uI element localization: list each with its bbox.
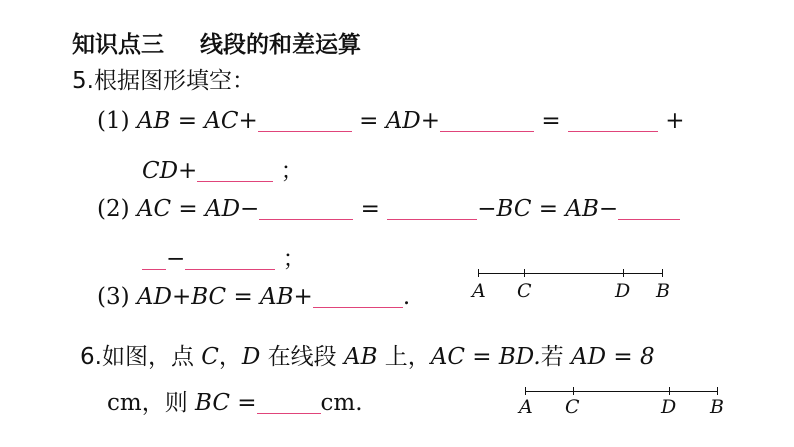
problem-6-text-a: 如图，点: [101, 344, 194, 370]
answer-blank[interactable]: [258, 130, 352, 132]
problem-6-question: [107, 384, 363, 417]
problem-5-number: 5.: [72, 68, 94, 94]
point-c-tick: [524, 269, 525, 277]
part-3-number: (3): [97, 284, 130, 310]
part-2-expr-b: =: [360, 196, 380, 222]
part-1-expr-d: +: [665, 108, 685, 134]
label-d: D: [615, 280, 631, 302]
problem-5-part-3: [97, 284, 410, 310]
problem-5-text: 根据图形填空：: [93, 68, 255, 94]
problem-6-sep: ，: [218, 344, 242, 370]
answer-blank[interactable]: [387, 218, 477, 220]
problem-6-end: cm.: [320, 390, 363, 416]
point-c-tick: [573, 387, 574, 395]
problem-6-number: 6.: [80, 344, 102, 370]
answer-blank[interactable]: [185, 268, 275, 270]
part-3-end: .: [402, 284, 411, 310]
section-heading: [72, 26, 361, 59]
part-2-number: (2): [97, 196, 130, 222]
answer-blank[interactable]: [197, 180, 273, 182]
problem-6-bc: BC =: [195, 390, 257, 416]
part-2-end: ；: [282, 246, 306, 272]
label-c: C: [517, 280, 532, 302]
point-b-tick: [717, 387, 718, 395]
part-1-end: ；: [280, 158, 304, 184]
label-d: D: [661, 396, 677, 418]
problem-5-part-2-cont: [142, 240, 306, 273]
answer-blank[interactable]: [440, 130, 534, 132]
segment-line: [478, 273, 662, 274]
label-c: C: [565, 396, 580, 418]
part-1-number: (1): [97, 108, 130, 134]
problem-6-point-d: D: [241, 344, 261, 370]
problem-6-stem: [80, 338, 655, 371]
problem-5-segment-figure: [472, 266, 678, 306]
label-a: A: [472, 280, 486, 302]
part-1-expr-e: CD+: [142, 158, 198, 184]
problem-5-part-1: [97, 108, 685, 134]
answer-blank[interactable]: [313, 306, 403, 308]
problem-5-part-2: [97, 196, 680, 222]
part-1-expr-a: AB = AC+: [136, 108, 258, 134]
problem-6-point-c: C: [201, 344, 219, 370]
answer-blank[interactable]: [568, 130, 658, 132]
problem-6-segment-figure: [519, 384, 735, 424]
answer-blank[interactable]: [618, 218, 680, 220]
point-d-tick: [669, 387, 670, 395]
answer-blank[interactable]: [257, 412, 321, 414]
part-2-expr-d: −: [166, 246, 186, 272]
problem-6-segment-ab: AB: [343, 344, 378, 370]
part-2-expr-c: −BC = AB−: [477, 196, 619, 222]
point-a-tick: [525, 387, 526, 395]
point-d-tick: [623, 269, 624, 277]
point-b-tick: [662, 269, 663, 277]
part-2-expr-a: AC = AD−: [136, 196, 260, 222]
problem-6-if: 若: [540, 344, 564, 370]
label-b: B: [710, 396, 724, 418]
part-3-expr-a: AD+BC = AB+: [136, 284, 313, 310]
part-1-expr-b: = AD+: [359, 108, 441, 134]
answer-blank[interactable]: [142, 268, 166, 270]
problem-6-text-on: 上，: [384, 344, 431, 370]
part-1-expr-c: =: [541, 108, 561, 134]
segment-line: [525, 391, 717, 392]
problem-6-condition: AC = BD.: [430, 344, 541, 370]
point-a-tick: [478, 269, 479, 277]
answer-blank[interactable]: [259, 218, 353, 220]
problem-6-unit-then: cm，则: [107, 390, 188, 416]
section-title: 知识点三: [72, 32, 164, 58]
problem-6-text-b: 在线段: [267, 344, 337, 370]
problem-6-ad-value: AD = 8: [571, 344, 655, 370]
section-topic: 线段的和差运算: [200, 32, 362, 58]
label-b: B: [656, 280, 670, 302]
problem-5-stem: [72, 62, 255, 95]
label-a: A: [519, 396, 533, 418]
problem-5-part-1-cont: [142, 152, 304, 185]
